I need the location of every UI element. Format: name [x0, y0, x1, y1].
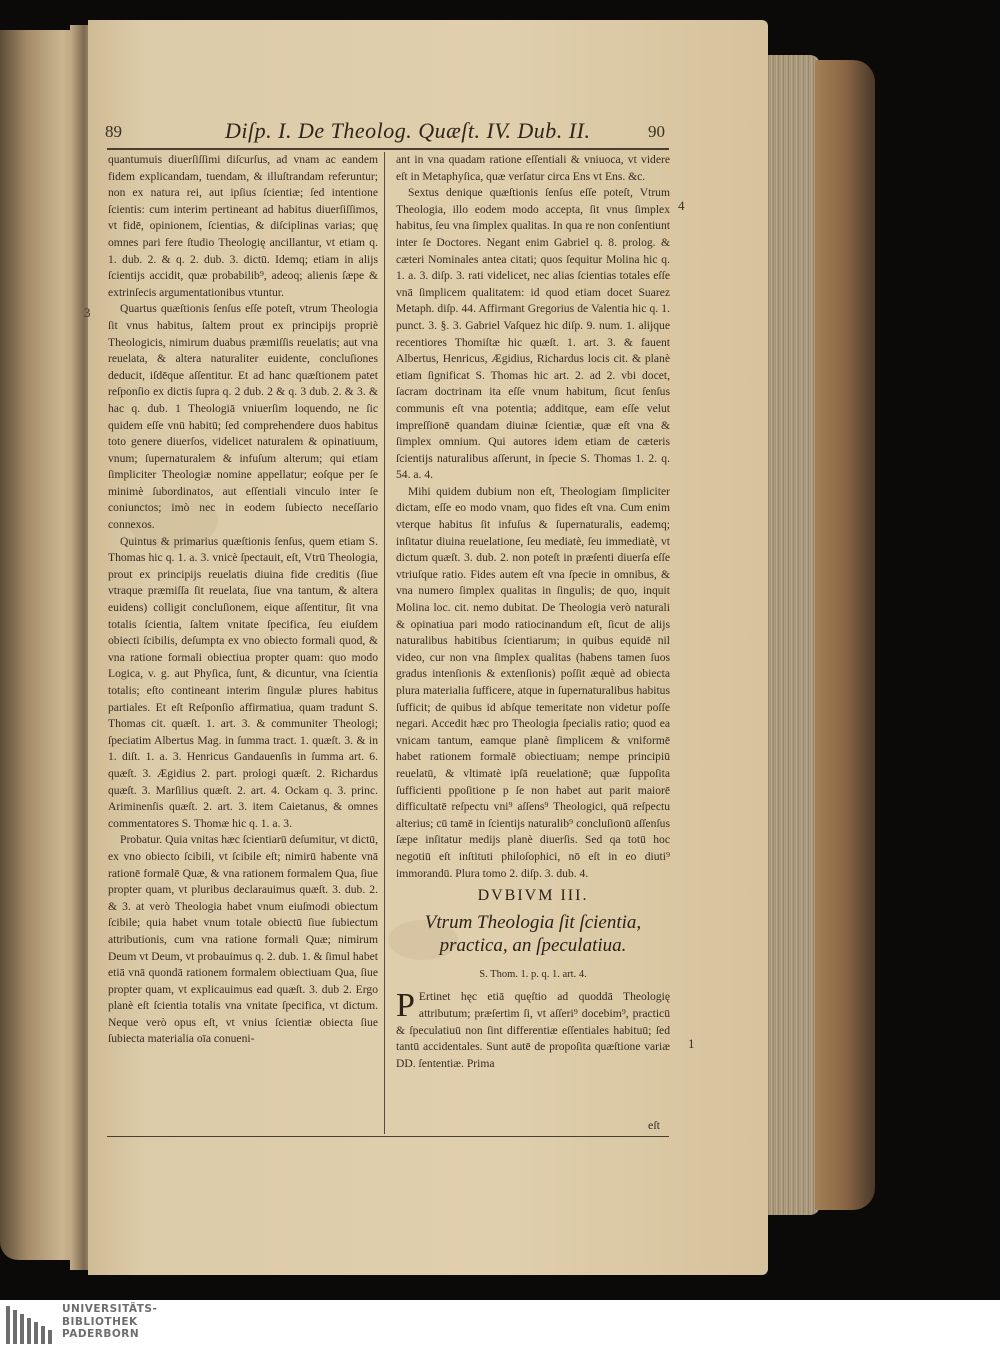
paragraph-text: Ertinet hęc etiā quęſtio ad quoddā Theologię attributum; præſertim ſi, vt aſſeri⁹ docebim⁹, practicū & ſpeculatiuū non ſint differentiæ eſſentiales habituū; ſed tantū accidentales. Sunt autē de propoſita quæſtione variæ DD. ſententiæ. Prima [396, 990, 670, 1070]
library-logo-icon [6, 1306, 58, 1344]
header-rule [107, 148, 669, 150]
drop-cap: P [396, 987, 415, 1025]
paragraph: ant in vna quadam ratione eſſentiali & vniuoca, vt videre eſt in Metaphyſica, quæ verſatur circa Ens vt Ens. &c. [396, 153, 670, 183]
left-column [108, 152, 378, 1048]
margin-number-left: 3 [84, 305, 91, 320]
paragraph: Quintus & primarius quæſtionis ſenſus, quem etiam S. Thomas hic q. 1. a. 3. vnicè ſpectauit, eſt, Vtrū Theologia, prout ex principijs reuelatis diuina fide creditis (ſiue vtraque præmiſſa ſit reuelata, ſiue vna tantum, & altera euidens) colligit concluſionem, eique aſſentitur, ſit vna totalis ſcientia, ſaltem vnitate ſpecifica, ſeu eiuſdem obiecti ſcibilis, deſumpta ex vno obiecto formali quod, & vna ratione formali obiectiua propter quam: quo modo Logica, v. g. aut Phyſica, ſunt, & dicuntur, vna ſcientia totalis; eſto contineant interim ſingulæ plures habitus partiales. Et eſt Reſponſio affirmatiua, quam tradunt S. Thomas cit. quæſt. 1. art. 3. & communiter Theologi; ſpeciatim Albertus Mag. in ſumma tract. 1. quæſt. 3. & in 1. diſt. 1. a. 3. Henricus Gandauenſis in ſumma art. 6. quæſt. 3. Ægidius 2. part. prologi quæſt. 2. Richardus quæſt. 3. Marſilius quæſt. 2. art. 4. Ockam q. 3. princ. Ariminenſis quæſt. 2. art. 3. item Caietanus, & omnes commentatores S. Thomæ hic q. 1. a. 3. [108, 534, 378, 830]
dubium-title: Vtrum Theologia ſit ſcientia, practica, an ſpeculatiua. [424, 911, 642, 956]
margin-number-right: 4 [678, 198, 685, 213]
paragraph: Sextus denique quæſtionis ſenſus eſſe poteſt, Vtrum Theologia, illo eodem modo accepta, ſit vnus ſimplex habitus, ſeu vna ſimplex qualitas. In qua re non conſentiunt inter ſe Doctores. Negant enim Gabriel q. 8. prolog. & cæteri Nominales antea citati; quos ſequitur Molina hic q. 1. a. 3. diſp. 3. rati videlicet, nec alias ſcientias totales eſſe vnā ſimplicem qualitatem: id quod etiam docet Suarez Metaph. diſp. 44. Affirmant Gregorius de Valentia hic q. 1. punct. 3. §. 3. Gabriel Vaſquez hic diſp. 9. num. 1. alijque recentiores Thomiſtæ hic quæſt. 1. art. 3. & fauent Albertus, Henricus, Ægidius, Richardus locis cit. & planè etiam ſignificat S. Thomas hic art. 2. ad 2. vbi docet, ſacram doctrinam ita eſſe vnum habitum, ſicut ſenſus communis eſt vna potentia; additque, eam eſſe velut impreſſionē quandam diuinæ ſcientiæ, quæ eſt vna & ſimplex omnium. Qui autores idem etiam de cæteris ſcientijs naturalibus aſſerunt, in ſpecie S. Thomas 1. 2. q. 54. a. 4. [396, 186, 670, 482]
library-name [62, 1303, 157, 1341]
catchword: eſt [648, 1118, 660, 1132]
paragraph: Quartus quæſtionis ſenſus eſſe poteſt, vtrum Theologia ſit vnus habitus, ſaltem prout ex principijs propriè Theologicis, nimirum duabus præmiſſis reuelatis; aut vna reuelata, & altera naturaliter euidente, concluſiones deducit, iſdēque aſſentitur. Et ad hanc quæſtionem patet reſponſio ex dictis ſupra q. 2 dub. 2 & q. 3 dub. 2. & 3. & hac q. dub. 1 Theologiā vniuerſim loquendo, ne ſic quidem eſſe vnū habitū; ſed comprehendere duos habitus toto genere diuerſos, videlicet naturalem & opinatiuum, vnum; ſupernaturalem & infuſum alterum; qui etiam ſimpliciter Theologiæ nomine appellatur; eoſque per ſe minimè ſubordinatos, aut eſſentiali vinculo inter ſe coniunctos; imò nec in eodem ſubiecto neceſſario connexos. [108, 302, 378, 532]
page-number-right: 90 [648, 122, 665, 141]
dubium-heading: DVBIVM III. [477, 887, 589, 905]
page-number-left: 89 [105, 122, 122, 141]
margin-number-right: 1 [688, 1036, 695, 1051]
right-column [396, 152, 670, 1072]
library-name-line: BIBLIOTHEK [62, 1315, 138, 1328]
book-cover [815, 60, 875, 1210]
running-header [105, 118, 665, 150]
footer-rule [107, 1136, 669, 1137]
paragraph: Probatur. Quia vnitas hæc ſcientiarū deſumitur, vt dictū, ex vno obiecto ſcibili, vt ſcibile eſt; nimirū habente vnā rationē formalē Quæ, & vna rationem formalem Qua, ſiue propter quam, vt pluribus declarauimus quæſt. 3. dub. 2. & 3. at verò Theologia habet vnum eiuſmodi obiectum ſcibile; quia habet vnum totale obiectū ſiue ſubiectum attributionis, cum vna ratione formali Quæ; nimirum Deum vt Deum, vt probauimus q. 2. dub. 1. & ſimul habet etiā vnā quondā rationem formalem obiectiuam Qua, ſiue propter quam, vt explicauimus ead quæſt. 3. dub 2. Ergo planè eſt ſcientia totalis vna vnitate ſpecifica, vt dictum. Neque verò opus eſt, vt vnius ſcientiæ obiecta ſiue ſubiecta materialia oīa conueni- [108, 833, 378, 1046]
paragraph: quantumuis diuerſiſſimi diſcurſus, ad vnam ac eandem fidem explicandam, tuendam, & illuſtrandam referuntur; non ex natura rei, aut ipſius ſcientiæ; ſed intentione ſcientis: cum interim pertineant ad habitus diuerſiſſimos, vt fidē, opinionem, ſcientias, & diſciplinas varias; quę omnes pari fere ſtudio Theologię ancillantur, vt etiam q. 1. dub. 2. & q. 2. dub. 3. dictū. Idemq; etiam in alijs ſcientijs accidit, quæ probabilib⁹, adeoq; alienis ſæpe & extrinſecis argumentationibus vtuntur. [108, 153, 378, 299]
running-title: Diſp. I. De Theolog. Quæſt. IV. Dub. II. [225, 118, 591, 143]
library-name-line: UNIVERSITÄTS- [62, 1303, 158, 1315]
paragraph-with-dropcap [396, 989, 670, 1072]
column-divider [384, 152, 385, 1134]
reference-line: S. Thom. 1. p. q. 1. art. 4. [479, 968, 587, 980]
library-name-line: PADERBORN [62, 1328, 140, 1340]
footer-bar [0, 1300, 1000, 1350]
page-edges [760, 55, 820, 1215]
paragraph: Mihi quidem dubium non eſt, Theologiam ſimpliciter dictam, eſſe eo modo vnam, quo fides eſt vna. Cum enim vterque habitus ſit infuſus & ſupernaturalis, eademq; inſitatur diuina reuelatione, ſeu mediatè, ſeu immediatè, vt dictum quæſt. 3. dub. 2. non poteſt in præſenti diuerſa eſſe vtriuſque ratio. Fides autem eſt vna ſpecie in omnibus, & vna numero ſimplex qualitas in ſingulis; de quo, inquit Molina loc. cit. nemo dubitat. De Theologia verò naturali & opinatiua pari modo ratiocinandum eſt, ſicut de alijs naturalibus habitibus ſcientiarum; in quibus equidē nil video, cur non vna ſimplex qualitas (habens tamen ſuos gradus intenſionis & extenſionis) poſſit æquè ad obiecta plura materialia ſufficere, atque in ſupernaturalibus habitus ſufficit; de quibus id abſque temeritate non videtur poſſe negari. Accedit hæc pro Theologia ſpecialis ratio; quod ea vnicam tantum, eamque planè ſimplicem & vniformē habet rationem formalē obiectiuam; nempe principiū reuelatū, & vltimatè ipſā reuelationē; quæ ſuppoſita ſufficienti ppoſitione p ſe non habet aut parit maiorē difficultatē reſpectu vni⁹ aſſens⁹ Theologici, quā reſpectu alterius; cū tamē in ſcientijs naturalib⁹ concluſionū aſſenſus ſæpe inſitatur medijs planè diuerſis. Sed qa totū hoc negotiū eſt inſtituti philoſophici, nō eſt in eo diuti⁹ immorandū. Plura tomo 2. diſp. 3. dub. 4. [396, 484, 670, 880]
left-page-edge [0, 30, 78, 1260]
